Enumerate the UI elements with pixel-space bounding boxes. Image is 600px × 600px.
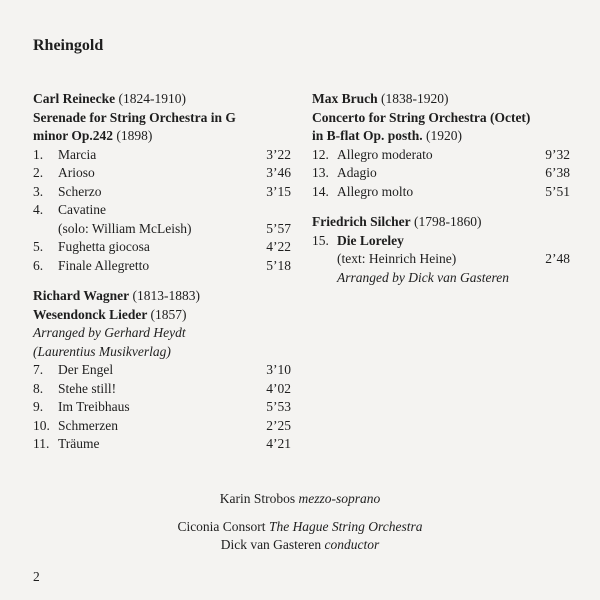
work-title: Concerto for String Orchestra (Octet): [312, 109, 531, 125]
credit-line: [0, 536, 600, 555]
composer-name: Max Bruch: [312, 91, 378, 106]
track-number: 9.: [33, 399, 44, 414]
track-number: 11.: [33, 436, 50, 451]
track-number: 4.: [33, 202, 44, 217]
performer-credits: [0, 490, 600, 555]
track-row: [312, 232, 570, 251]
track-title: Die Loreley: [337, 232, 404, 248]
track-title: Marcia: [58, 146, 97, 162]
track-duration: 5’18: [266, 257, 291, 273]
track-row: [312, 164, 570, 183]
track-duration: 4’02: [266, 380, 291, 396]
composer-dates: (1798-1860): [413, 214, 482, 229]
track-duration: 2’48: [545, 251, 570, 266]
track-number: 8.: [33, 380, 44, 396]
page-title: Rheingold: [33, 37, 104, 54]
track-title: Finale Allegretto: [58, 257, 150, 273]
right-column: [312, 90, 570, 287]
credit-role: mezzo-soprano: [298, 491, 381, 506]
track-row: [33, 220, 291, 239]
arranger-note: Arranged by Gerhard Heydt: [33, 325, 186, 340]
work-title: [33, 306, 291, 325]
credit-name: Dick van Gasteren: [220, 537, 322, 552]
composer-name: Carl Reinecke: [33, 91, 116, 106]
track-number: 2.: [33, 165, 44, 180]
work-title-cont: [33, 127, 291, 146]
track-row: [33, 201, 291, 220]
track-duration: 2’25: [266, 417, 291, 433]
publisher-note: (Laurentius Musikverlag): [33, 343, 171, 359]
work-year: (1898): [116, 128, 153, 143]
track-row: [312, 183, 570, 202]
track-number: 3.: [33, 183, 44, 199]
left-column: [33, 90, 291, 454]
track-number: 13.: [312, 165, 329, 180]
track-row: [33, 238, 291, 257]
track-duration: 3’22: [266, 146, 291, 162]
composer-name: Richard Wagner: [33, 288, 130, 303]
track-title: Schmerzen: [58, 417, 118, 433]
track-number: 1.: [33, 146, 44, 162]
track-list: [312, 146, 570, 202]
credit-role: conductor: [324, 537, 380, 552]
track-row: [312, 250, 570, 269]
track-duration: 3’15: [266, 183, 291, 199]
credit-role: The Hague String Orchestra: [268, 518, 423, 534]
track-number: 5.: [33, 239, 44, 254]
track-duration: 4’22: [266, 239, 291, 254]
work-title: Serenade for String Orchestra in G: [33, 109, 236, 125]
credit-line: [0, 490, 600, 509]
work-title-cont: [312, 127, 570, 146]
track-title: Fughetta giocosa: [58, 239, 150, 254]
track-title: Stehe still!: [58, 380, 117, 396]
track-row: [33, 417, 291, 436]
track-number: 14.: [312, 183, 329, 199]
composer-dates: (1838-1920): [381, 91, 449, 106]
credit-name: Karin Strobos: [219, 491, 296, 506]
track-duration: 4’21: [266, 436, 291, 451]
track-row: [33, 361, 291, 380]
track-list: [33, 146, 291, 276]
track-duration: 5’51: [545, 183, 570, 199]
track-list: [33, 361, 291, 454]
track-title: Arioso: [58, 165, 95, 180]
composer-name: Friedrich Silcher: [312, 214, 411, 229]
track-row: [33, 164, 291, 183]
track-number: 10.: [33, 417, 50, 433]
track-title: Adagio: [337, 165, 377, 180]
page-number: 2: [33, 569, 40, 584]
track-duration: 6’38: [545, 165, 570, 180]
reinecke-composer-line: [33, 90, 291, 109]
work-year: (1920): [426, 128, 463, 143]
track-row: [33, 435, 291, 454]
credit-line: [0, 518, 600, 537]
track-duration: 3’46: [266, 165, 291, 180]
arranger-note: Arranged by Dick van Gasteren: [337, 269, 509, 285]
track-title: Cavatine: [58, 202, 106, 217]
text-credit: (text: Heinrich Heine): [337, 251, 457, 266]
track-title: Im Treibhaus: [58, 399, 130, 414]
track-title: Der Engel: [58, 362, 114, 377]
track-duration: 9’32: [545, 146, 570, 162]
track-row: [33, 398, 291, 417]
track-title: Träume: [58, 436, 100, 451]
credit-name: Ciconia Consort: [177, 518, 266, 534]
track-row: [33, 380, 291, 399]
track-number: 15.: [312, 232, 329, 248]
track-duration: 5’57: [266, 220, 291, 236]
silcher-composer-line: [312, 213, 570, 232]
work-title-line2: minor Op.242: [33, 128, 114, 143]
track-number: [33, 220, 58, 239]
track-row: [33, 257, 291, 276]
bruch-composer-line: [312, 90, 570, 109]
track-number: 7.: [33, 362, 44, 377]
track-duration: 3’10: [266, 362, 291, 377]
track-number: 12.: [312, 146, 329, 162]
work-title-line2: in B-flat Op. posth.: [312, 128, 423, 143]
composer-dates: (1824-1910): [118, 91, 186, 106]
track-row: [312, 146, 570, 165]
track-duration: 5’53: [266, 399, 291, 414]
track-title: (solo: William McLeish): [58, 220, 192, 236]
wagner-composer-line: [33, 287, 291, 306]
work-title-text: Wesendonck Lieder: [33, 306, 148, 322]
work-year: (1857): [150, 306, 187, 322]
track-row: [33, 183, 291, 202]
track-row: [33, 146, 291, 165]
composer-dates: (1813-1883): [132, 288, 201, 303]
track-title: Allegro molto: [337, 183, 414, 199]
track-number: 6.: [33, 257, 44, 273]
track-title: Allegro moderato: [337, 146, 433, 162]
track-title: Scherzo: [58, 183, 102, 199]
